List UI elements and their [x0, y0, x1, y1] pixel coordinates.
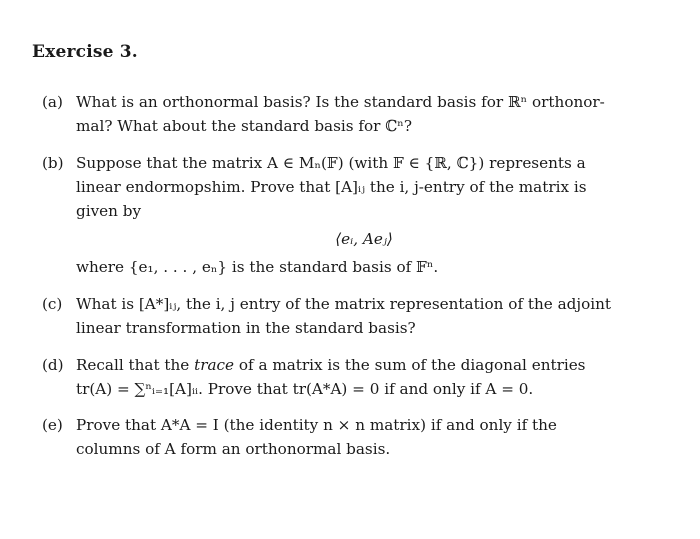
exercise-item-d: [42, 353, 652, 401]
item-label: (d): [42, 356, 64, 374]
exercise-item-a: [42, 90, 652, 138]
item-label: (c): [42, 295, 63, 313]
item-label: (b): [42, 154, 64, 172]
item-text-line: mal? What about the standard basis for ℂⁿ?: [76, 117, 413, 135]
display-formula: ⟨eᵢ, Aeⱼ⟩: [335, 230, 393, 248]
exercise-item-e: [42, 413, 652, 461]
exercise-title: Exercise 3.: [32, 42, 138, 62]
item-text-line: where {e₁, . . . , eₙ} is the standard basis of 𝔽ⁿ.: [76, 258, 439, 276]
item-text-line: Prove that A*A = I (the identity n × n matrix) if and only if the: [76, 416, 557, 434]
item-text-line: given by: [76, 202, 142, 220]
exercise-item-b: [42, 151, 652, 279]
item-text-line: columns of A form an orthonormal basis.: [76, 440, 391, 458]
exercise-item-c: [42, 292, 652, 340]
item-text-line: linear endormopshim. Prove that [A]ᵢⱼ the i, j-entry of the matrix is: [76, 178, 587, 196]
text-run: Recall that the: [76, 356, 195, 374]
emphasis-text: trace: [194, 356, 235, 374]
item-label: (a): [42, 93, 63, 111]
item-label: (e): [42, 416, 63, 434]
item-text-line: What is an orthonormal basis? Is the standard basis for ℝⁿ orthonor-: [76, 93, 605, 111]
item-text-line: [76, 353, 652, 377]
item-text-line: What is [A*]ᵢⱼ, the i, j entry of the matrix representation of the adjoint: [76, 295, 611, 313]
item-text-line: Suppose that the matrix A ∈ Mₙ(𝔽) (with 𝔽 ∈ {ℝ, ℂ}) represents a: [76, 154, 586, 172]
item-text-line: tr(A) = ∑ⁿᵢ₌₁[A]ᵢᵢ. Prove that tr(A*A) = 0 if and only if A = 0.: [76, 380, 534, 398]
item-text-line: linear transformation in the standard basis?: [76, 319, 416, 337]
text-run: of a matrix is the sum of the diagonal entries: [234, 356, 586, 374]
